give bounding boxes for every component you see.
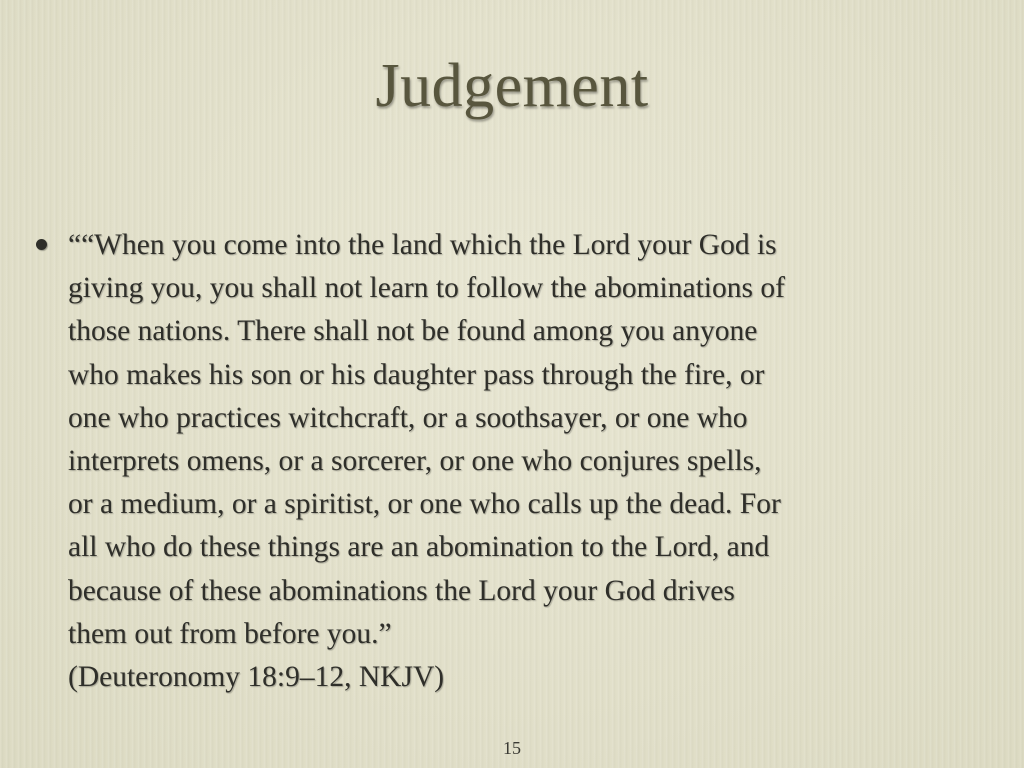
bullet-line: because of these abominations the Lord your God drives xyxy=(68,574,735,607)
slide-body xyxy=(36,224,996,699)
bullet-text xyxy=(68,224,996,699)
bullet-line: all who do these things are an abomination to the Lord, and xyxy=(68,531,770,564)
bullet-line: ““When you come into the land which the Lord your God is xyxy=(68,229,777,261)
bullet-line: one who practices witchcraft, or a soothsayer, or one who xyxy=(68,401,748,434)
bullet-line: them out from before you.” xyxy=(68,617,392,650)
slide-title: Judgement xyxy=(375,52,649,120)
citation-line: (Deuteronomy 18:9–12, NKJV) xyxy=(68,661,445,694)
bullet-line: those nations. There shall not be found among you anyone xyxy=(68,315,758,348)
bullet-line: interprets omens, or a sorcerer, or one who conjures spells, xyxy=(68,445,762,478)
page-number: 15 xyxy=(503,738,521,758)
bullet-line: giving you, you shall not learn to follow the abominations of xyxy=(68,272,785,305)
bullet-dot-icon xyxy=(36,239,47,250)
bullet-line: or a medium, or a spiritist, or one who calls up the dead. For xyxy=(68,488,781,521)
bullet-line: who makes his son or his daughter pass through the fire, or xyxy=(68,358,765,391)
bullet-item xyxy=(36,224,996,699)
